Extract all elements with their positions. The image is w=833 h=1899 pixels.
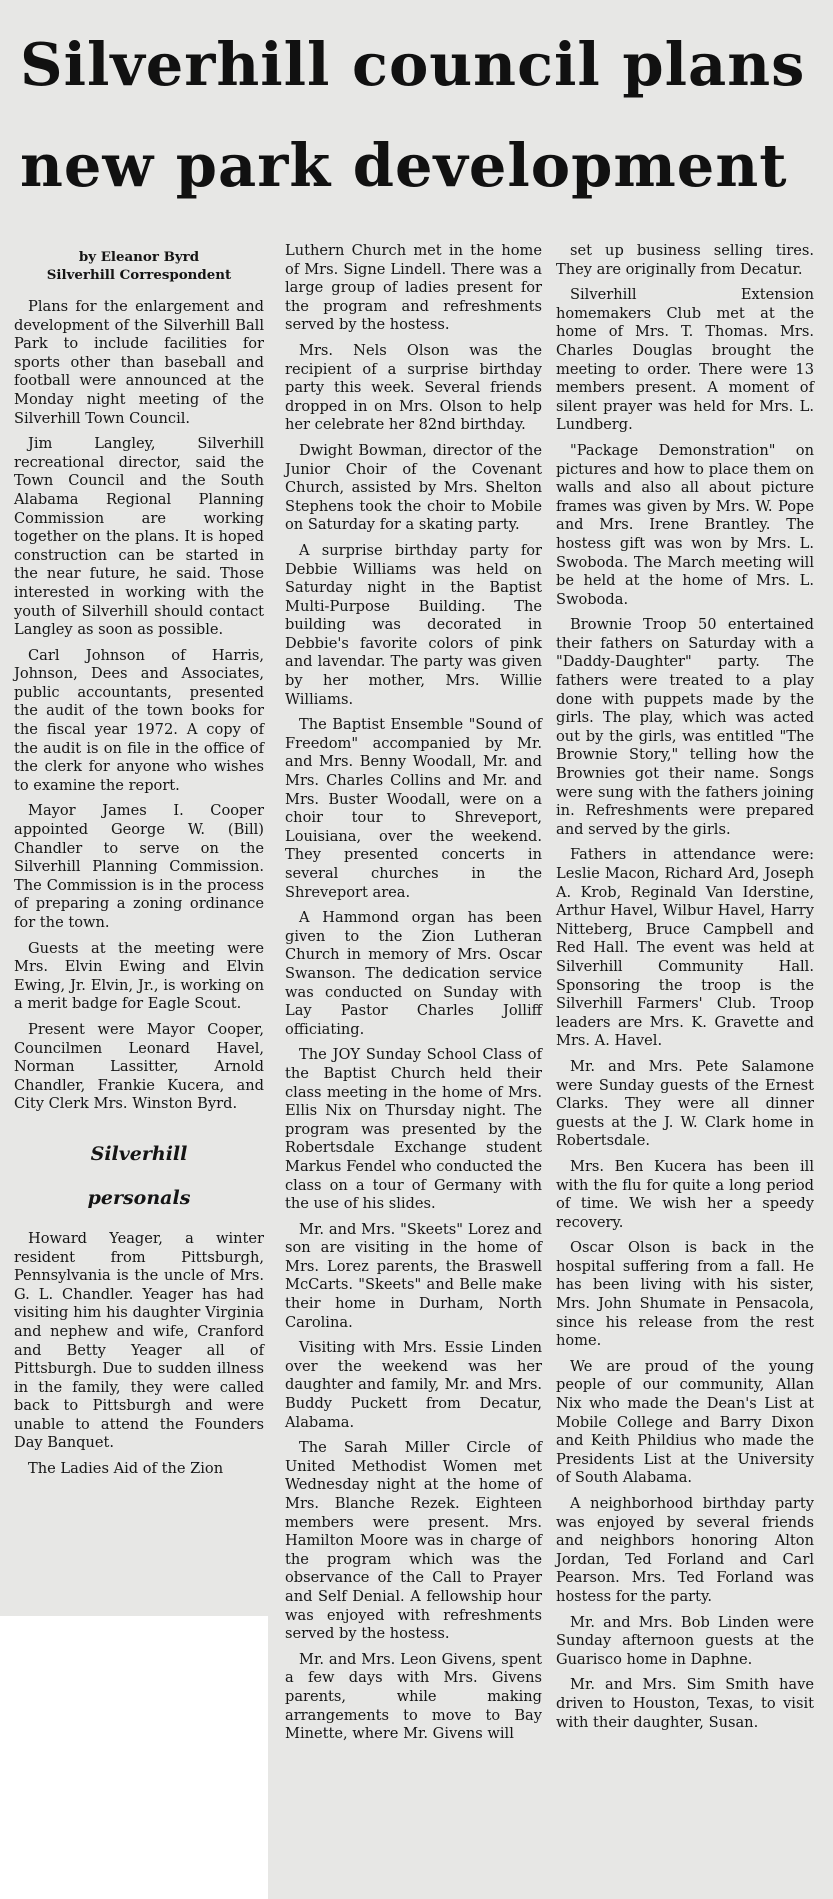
paragraph: Mr. and Mrs. Sim Smith have driven to Houston, Texas, to visit with their daughter, Susan.	[556, 1676, 814, 1731]
subhead-line-2: personals	[87, 1186, 191, 1209]
paragraph: "Package Demonstration" on pictures and how to place them on walls and also all about picture frames was given by Mrs. W. Pope and Mrs. Irene Brantley. The hostess gift was won by Mrs. L. Swoboda. The March meeting will be held at the home of Mrs. L. Swoboda.	[556, 441, 814, 608]
headline-line-1: Silverhill council plans	[20, 30, 806, 99]
paragraph: The Baptist Ensemble "Sound of Freedom" accompanied by Mr. and Mrs. Benny Woodall, Mr. and Mrs. Charles Collins and Mr. and Mrs. Buster Woodall, were on a choir tour to Shreveport, Louisiana, over the weekend. They presented concerts in several churches in the Shreveport area.	[285, 716, 542, 901]
paragraph: Guests at the meeting were Mrs. Elvin Ewing and Elvin Ewing, Jr. Elvin, Jr., is working on a merit badge for Eagle Scout.	[14, 939, 264, 1013]
paragraph: A Hammond organ has been given to the Zion Lutheran Church in memory of Mrs. Oscar Swanson. The dedication service was conducted on Sunday with Lay Pastor Charles Jolliff officiating.	[285, 909, 542, 1038]
paragraph: Luthern Church met in the home of Mrs. Signe Lindell. There was a large group of ladies present for the program and refreshments served by the hostess.	[285, 242, 542, 334]
paragraph: Mr. and Mrs. Pete Salamone were Sunday guests of the Ernest Clarks. They were all dinner guests at the J. W. Clark home in Robertsdale.	[556, 1057, 814, 1150]
byline	[14, 248, 264, 284]
paragraph: A surprise birthday party for Debbie Williams was held on Saturday night in the Baptist Multi-Purpose Building. The building was decorated in Debbie's favorite colors of pink and lavendar. The party was given by her mother, Mrs. Willie Williams.	[285, 541, 542, 708]
headline-line-2: new park development	[20, 131, 788, 200]
paragraph: Mayor James I. Cooper appointed George W. (Bill) Chandler to serve on the Silverhill Planning Commission. The Commission is in the process of preparing a zoning ordinance for the town.	[14, 802, 264, 931]
paragraph: set up business selling tires. They are originally from Decatur.	[556, 242, 814, 278]
paragraph: Mrs. Nels Olson was the recipient of a surprise birthday party this week. Several friends dropped in on Mrs. Olson to help her celebrate her 82nd birthday.	[285, 341, 542, 434]
column-3	[556, 242, 814, 1739]
headline	[20, 14, 820, 216]
paragraph: The Sarah Miller Circle of United Methodist Women met Wednesday night at the home of Mrs. Blanche Rezek. Eighteen members were present. Mrs. Hamilton Moore was in charge of the program which was the observance of the Call to Prayer and Self Denial. A fellowship hour was enjoyed with refreshments served by the hostess.	[285, 1439, 542, 1643]
paragraph: Present were Mayor Cooper, Councilmen Leonard Havel, Norman Lassitter, Arnold Chandler, Frankie Kucera, and City Clerk Mrs. Winston Byrd.	[14, 1020, 264, 1113]
subhead-line-1: Silverhill	[90, 1142, 188, 1165]
byline-author: by Eleanor Byrd	[78, 249, 200, 265]
paragraph: We are proud of the young people of our community, Allan Nix who made the Dean's List at Mobile College and Barry Dixon and Keith Phildius who made the Presidents List at the University of South Alabama.	[556, 1357, 814, 1487]
paragraph: Brownie Troop 50 entertained their fathers on Saturday with a "Daddy-Daughter" party. The fathers were treated to a play done with puppets made by the girls. The play, which was acted out by the girls, was entitled "The Brownie Story," telling how the Brownies got their name. Songs were sung with the fathers joining in. Refreshments were prepared and served by the girls.	[556, 616, 814, 838]
paragraph: Visiting with Mrs. Essie Linden over the weekend was her daughter and family, Mr. and Mrs. Buddy Puckett from Decatur, Alabama.	[285, 1339, 542, 1431]
paragraph: Mrs. Ben Kucera has been ill with the flu for quite a long period of time. We wish her a speedy recovery.	[556, 1157, 814, 1231]
paragraph: A neighborhood birthday party was enjoyed by several friends and neighbors honoring Alton Jordan, Ted Forland and Carl Pearson. Mrs. Ted Forland was hostess for the party.	[556, 1495, 814, 1605]
paragraph: Howard Yeager, a winter resident from Pittsburgh, Pennsylvania is the uncle of Mrs. G. L. Chandler. Yeager has had visiting him his daughter Virginia and nephew and wife, Cranford and Betty Yeager all of Pittsburgh. Due to sudden illness in the family, they were called back to Pittsburgh and were unable to attend the Founders Day Banquet.	[14, 1229, 264, 1452]
paragraph: Dwight Bowman, director of the Junior Choir of the Covenant Church, assisted by Mrs. Shelton Stephens took the choir to Mobile on Saturday for a skating party.	[285, 441, 542, 534]
paragraph: Plans for the enlargement and development of the Silverhill Ball Park to include facilities for sports other than baseball and football were announced at the Monday night meeting of the Silverhill Town Council.	[14, 298, 264, 427]
paragraph: Fathers in attendance were: Leslie Macon, Richard Ard, Joseph A. Krob, Reginald Van Iderstine, Arthur Havel, Wilbur Havel, Harry Nitteberg, Bruce Campbell and Red Hall. The event was held at Silverhill Community Hall. Sponsoring the troop is the Silverhill Farmers' Club. Troop leaders are Mrs. K. Gravette and Mrs. A. Havel.	[556, 846, 814, 1050]
paragraph: The Ladies Aid of the Zion	[28, 1460, 224, 1478]
column-1	[14, 248, 264, 1486]
paragraph: Silverhill Extension homemakers Club met at the home of Mrs. T. Thomas. Mrs. Charles Douglas brought the meeting to order. There were 13 members present. A moment of silent prayer was held for Mrs. L. Lundberg.	[556, 286, 814, 434]
section-subhead	[14, 1132, 264, 1220]
column-2	[285, 242, 542, 1751]
paragraph: Jim Langley, Silverhill recreational director, said the Town Council and the South Alabama Regional Planning Commission are working together on the plans. It is hoped construction can be started in the near future, he said. Those interested in working with the youth of Silverhill should contact Langley as soon as possible.	[14, 435, 264, 639]
paragraph: The JOY Sunday School Class of the Baptist Church held their class meeting in the home of Mrs. Ellis Nix on Thursday night. The program was presented by the Robertsdale Exchange student Markus Fendel who conducted the class on a tour of Germany with the use of his slides.	[285, 1046, 542, 1213]
paragraph: Carl Johnson of Harris, Johnson, Dees and Associates, public accountants, presented the audit of the town books for the fiscal year 1972. A copy of the audit is on file in the office of the clerk for anyone who wishes to examine the report.	[14, 646, 264, 794]
paragraph: Mr. and Mrs. "Skeets" Lorez and son are visiting in the home of Mrs. Lorez parents, the Braswell McCarts. "Skeets" and Belle make their home in Durham, North Carolina.	[285, 1220, 542, 1331]
paragraph: Mr. and Mrs. Bob Linden were Sunday afternoon guests at the Guarisco home in Daphne.	[556, 1613, 814, 1668]
paragraph: Mr. and Mrs. Leon Givens, spent a few days with Mrs. Givens parents, while making arrangements to move to Bay Minette, where Mr. Givens will	[285, 1650, 542, 1743]
paragraph: Oscar Olson is back in the hospital suffering from a fall. He has been living with his sister, Mrs. John Shumate in Pensacola, since his release from the rest home.	[556, 1239, 814, 1350]
byline-title: Silverhill Correspondent	[46, 267, 232, 283]
